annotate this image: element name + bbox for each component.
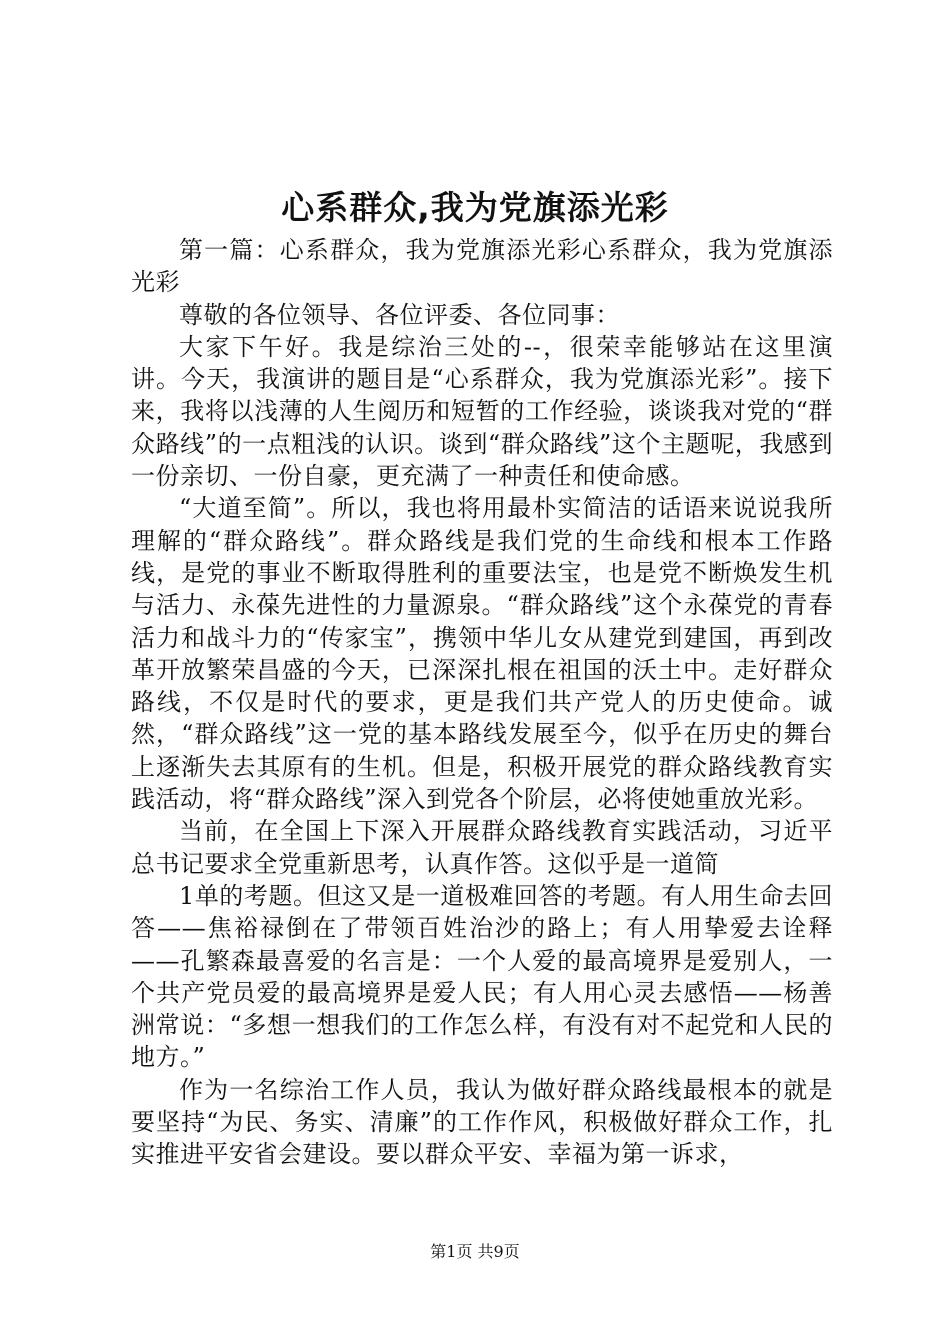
paragraph-heading-line: 第一篇：心系群众，我为党旗添光彩心系群众，我为党旗添光彩 (131, 236, 833, 297)
paragraph-work-style: 作为一名综治工作人员，我认为做好群众路线最根本的就是要坚持“为民、务实、清廉”的工作作风，积极做好群众工作，扎实推进平安省会建设。要以群众平安、幸福为第一诉求， (131, 1075, 833, 1169)
document-body (131, 234, 833, 1171)
paragraph-current: 当前，在全国上下深入开展群众路线教育实践活动，习近平总书记要求全党重新思考，认真作答。这似乎是一道简 (131, 817, 833, 878)
page-number-footer: 第1页 共9页 (430, 1242, 520, 1261)
paragraph-mass-line: “大道至简”。所以，我也将用最朴实简洁的话语来说说我所理解的“群众路线”。群众路线是我们党的生命线和根本工作路线，是党的事业不断取得胜利的重要法宝，也是党不断焕发生机与活力、永葆先进性的力量源泉。“群众路线”这个永葆党的青春活力和战斗力的“传家宝”，携领中华儿女从建党到建国，再到改革开放繁荣昌盛的今天，已深深扎根在祖国的沃土中。走好群众路线，不仅是时代的要求，更是我们共产党人的历史使命。诚然，“群众路线”这一党的基本路线发展至今，似乎在历史的舞台上逐渐失去其原有的生机。但是，积极开展党的群众路线教育实践活动，将“群众路线”深入到党各个阶层，必将使她重放光彩。 (131, 494, 833, 814)
document-title: 心系群众,我为党旗添光彩 (281, 188, 669, 227)
paragraph-examples: 1单的考题。但这又是一道极难回答的考题。有人用生命去回答——焦裕禄倒在了带领百姓治沙的路上；有人用挚爱去诠释——孔繁森最喜爱的名言是：一个人爱的最高境界是爱别人，一个共产党员爱的最高境界是爱人民；有人用心灵去感悟——杨善洲常说：“多想一想我们的工作怎么样，有没有对不起党和人民的地方。” (131, 881, 833, 1072)
paragraph-salutation: 尊敬的各位领导、各位评委、各位同事： (179, 300, 620, 329)
paragraph-greeting: 大家下午好。我是综治三处的--，很荣幸能够站在这里演讲。今天，我演讲的题目是“心系群众，我为党旗添光彩”。接下来，我将以浅薄的人生阅历和短暂的工作经验，谈谈我对党的“群众路线”的一点粗浅的认识。谈到“群众路线”这个主题呢，我感到一份亲切、一份自豪，更充满了一种责任和使命感。 (131, 332, 833, 491)
